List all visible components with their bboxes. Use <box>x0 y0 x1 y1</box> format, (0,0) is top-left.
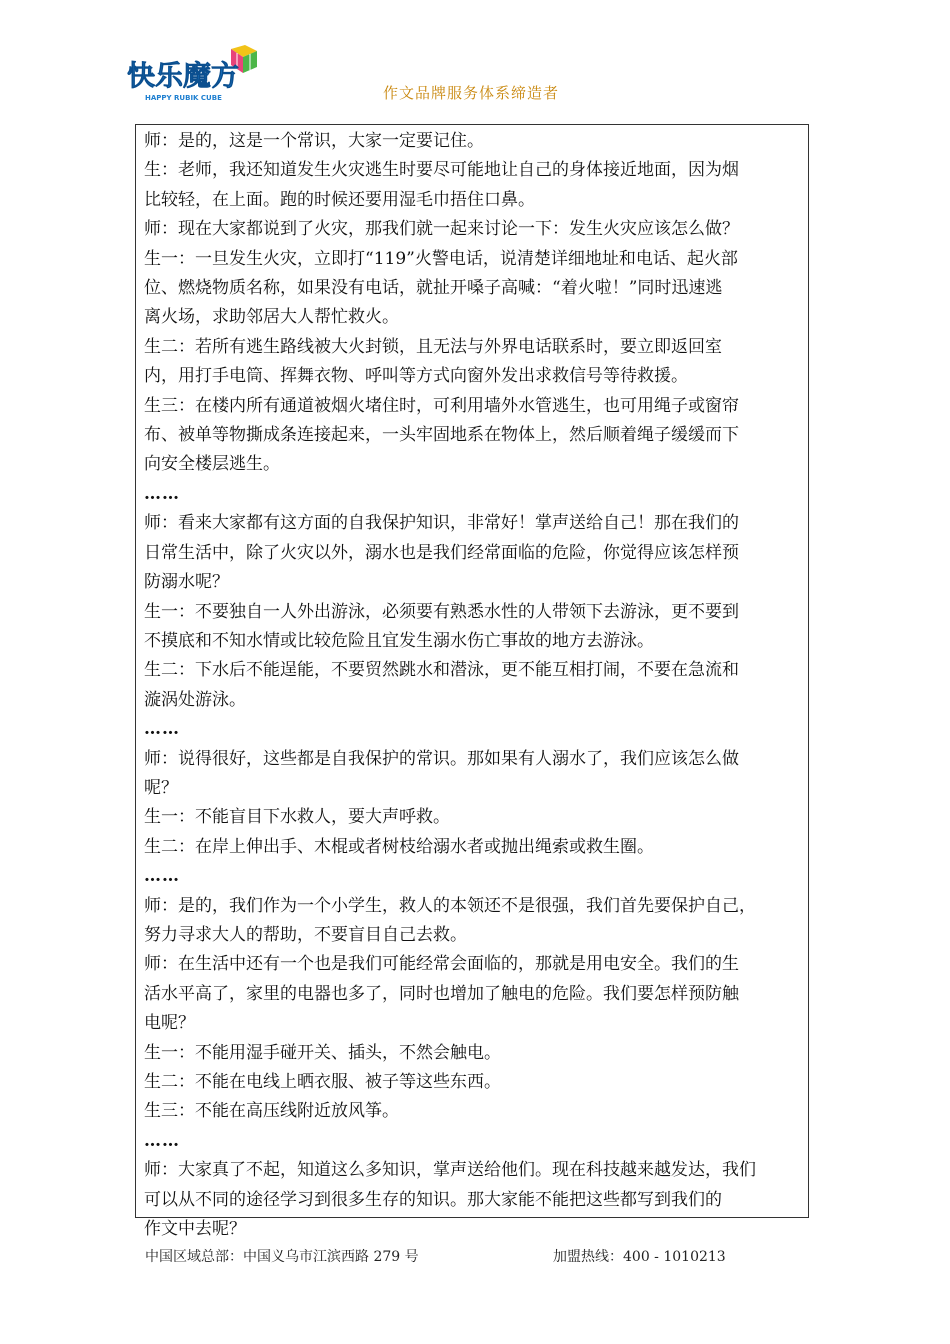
transcript-line: 生：老师，我还知道发生火灾逃生时要尽可能地让自己的身体接近地面，因为烟 <box>144 160 739 181</box>
transcript-line: 活水平高了，家里的电器也多了，同时也增加了触电的危险。我们要怎样预防触 <box>144 983 739 1004</box>
transcript-line: 师：现在大家都说到了火灾，那我们就一起来讨论一下：发生火灾应该怎么做？ <box>144 219 739 240</box>
franchise-hotline: 加盟热线：400 - 1010213 <box>553 1249 726 1265</box>
transcript-line: 生一：一旦发生火灾，立即打“119”火警电话，说清楚详细地址和电话、起火部 <box>144 248 738 269</box>
page-footer <box>0 1240 950 1270</box>
transcript-line: 日常生活中，除了火灾以外，溺水也是我们经常面临的危险，你觉得应该怎样预 <box>144 542 739 563</box>
transcript-line: 生二：下水后不能逞能，不要贸然跳水和潜泳，更不能互相打闹，不要在急流和 <box>144 660 739 681</box>
transcript-line: 电呢？ <box>144 1013 195 1034</box>
transcript-line: 向安全楼层逃生。 <box>144 454 280 475</box>
transcript-line: 作文中去呢？ <box>144 1219 246 1240</box>
transcript-line: 努力寻求大人的帮助，不要盲目自己去救。 <box>144 924 467 945</box>
headquarters-address: 中国区域总部：中国义乌市江滨西路 279 号 <box>145 1249 419 1265</box>
lesson-transcript-box <box>135 124 809 1240</box>
transcript-line: 师：是的，我们作为一个小学生，救人的本领还不是很强，我们首先要保护自己， <box>144 895 756 916</box>
logo-subtext: HAPPY RUBIK CUBE <box>145 94 222 102</box>
transcript-line: 离火场，求助邻居大人帮忙救火。 <box>144 307 399 328</box>
transcript-line: 比较轻，在上面。跑的时候还要用湿毛巾捂住口鼻。 <box>144 189 535 210</box>
transcript-line: 内，用打手电筒、挥舞衣物、呼叫等方式向窗外发出求救信号等待救援。 <box>144 366 688 387</box>
transcript-line: 师：大家真了不起，知道这么多知识，掌声送给他们。现在科技越来越发达，我们 <box>144 1160 756 1181</box>
transcript-line: 漩涡处游泳。 <box>144 689 246 710</box>
transcript-line: 师：在生活中还有一个也是我们可能经常会面临的，那就是用电安全。我们的生 <box>144 954 739 975</box>
ellipsis-line: …… <box>144 719 180 740</box>
transcript-line: 师：看来大家都有这方面的自我保护知识，非常好！掌声送给自己！那在我们的 <box>144 513 739 534</box>
transcript-line: 生一：不要独自一人外出游泳，必须要有熟悉水性的人带领下去游泳，更不要到 <box>144 601 739 622</box>
transcript-line: 位、燃烧物质名称，如果没有电话，就扯开嗓子高喊：“着火啦！”同时迅速逃 <box>144 278 723 299</box>
transcript-line: 可以从不同的途径学习到很多生存的知识。那大家能不能把这些都写到我们的 <box>144 1189 722 1210</box>
happy-rubik-cube-logo <box>125 45 260 107</box>
transcript-line: 生一：不能用湿手碰开关、插头，不然会触电。 <box>144 1042 501 1063</box>
brand-slogan: 作文品牌服务体系缔造者 <box>383 84 560 102</box>
transcript-line: 防溺水呢？ <box>144 572 229 593</box>
ellipsis-line: …… <box>144 1130 180 1151</box>
ellipsis-line: …… <box>144 866 180 887</box>
transcript-line: 不摸底和不知水情或比较危险且宜发生溺水伤亡事故的地方去游泳。 <box>144 630 654 651</box>
page-header <box>0 0 950 124</box>
transcript-line: 师：是的，这是一个常识，大家一定要记住。 <box>144 131 484 151</box>
transcript-line: 生二：若所有逃生路线被大火封锁，且无法与外界电话联系时，要立即返回室 <box>144 336 722 357</box>
transcript-line: 布、被单等物撕成条连接起来，一头牢固地系在物体上，然后顺着绳子缓缓而下 <box>144 425 739 446</box>
transcript-line: 生二：在岸上伸出手、木棍或者树枝给溺水者或抛出绳索或救生圈。 <box>144 836 654 857</box>
transcript-line: 生一：不能盲目下水救人，要大声呼救。 <box>144 807 450 828</box>
transcript-line: 生二：不能在电线上晒衣服、被子等这些东西。 <box>144 1072 501 1092</box>
transcript-line: 师：说得很好，这些都是自我保护的常识。那如果有人溺水了，我们应该怎么做 <box>144 748 739 769</box>
ellipsis-line: …… <box>144 483 180 504</box>
transcript-line: 生三：不能在高压线附近放风筝。 <box>144 1101 399 1122</box>
logo-text: 快乐魔方 <box>127 59 240 92</box>
transcript-line: 生三：在楼内所有通道被烟火堵住时，可利用墙外水管逃生，也可用绳子或窗帘 <box>144 395 739 416</box>
transcript-line: 呢？ <box>144 777 178 798</box>
